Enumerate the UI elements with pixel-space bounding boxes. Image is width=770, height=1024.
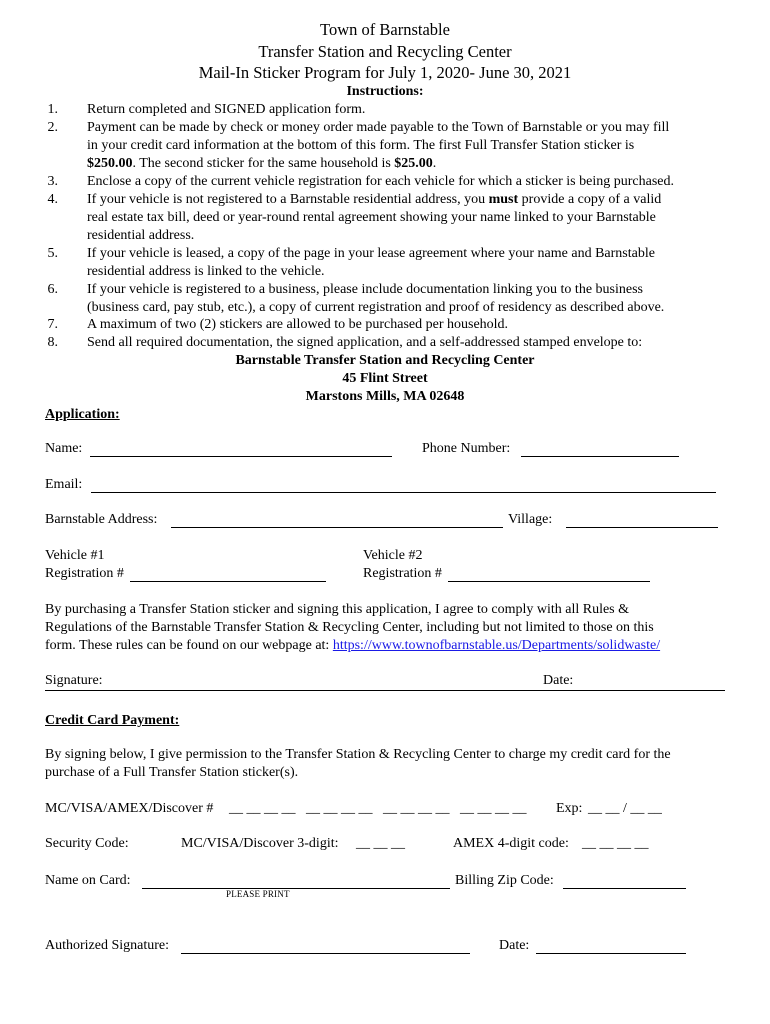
agreement-text: Regulations of the Barnstable Transfer Station & Recycling Center, including but not limited to those on this — [45, 620, 654, 635]
center-title: Transfer Station and Recycling Center — [258, 42, 512, 61]
card-number-field[interactable]: __ __ __ __ __ __ __ __ __ __ __ __ __ __ __ __ — [229, 801, 527, 816]
instruction-number: 1. — [47, 102, 58, 117]
name-field[interactable] — [90, 456, 392, 457]
security-code-label: Security Code: — [45, 836, 129, 851]
instructions-heading: Instructions: — [346, 84, 424, 99]
mailing-address-line: Marstons Mills, MA 02648 — [305, 389, 465, 404]
permission-text: By signing below, I give permission to the Transfer Station & Recycling Center to charge my credit card for the — [45, 747, 671, 762]
three-digit-field[interactable]: __ __ __ — [356, 836, 405, 851]
instruction-text: If your vehicle is registered to a business, please include documentation linking you to the business — [87, 282, 643, 297]
application-heading: Application: — [45, 407, 120, 422]
registration-1-label: Registration # — [45, 566, 124, 581]
permission-text: purchase of a Full Transfer Station sticker(s). — [45, 765, 299, 780]
instruction-number: 6. — [47, 282, 58, 297]
town-title: Town of Barnstable — [320, 20, 450, 39]
solid-waste-webpage-link[interactable]: https://www.townofbarnstable.us/Departments/solidwaste/ — [332, 638, 661, 653]
village-field[interactable] — [566, 527, 718, 528]
instruction-text: Send all required documentation, the signed application, and a self-addressed stamped envelope to: — [87, 335, 643, 350]
instruction-number: 3. — [47, 174, 58, 189]
billing-zip-field[interactable] — [563, 888, 686, 889]
village-label: Village: — [508, 512, 553, 527]
instruction-text: If your vehicle is not registered to a Barnstable residential address, you must provide a copy of a valid — [87, 192, 662, 207]
registration-2-label: Registration # — [363, 566, 442, 581]
instruction-text: If your vehicle is leased, a copy of the page in your lease agreement where your name and Barnstable — [87, 246, 655, 261]
agreement-text: form. These rules can be found on our webpage at: https://www.townofbarnstable.us/Departments/solidwaste/ — [45, 638, 661, 653]
signature-line[interactable] — [45, 690, 725, 691]
instruction-text: real estate tax bill, deed or year-round rental agreement showing your name linked to your Barnstable — [87, 210, 656, 225]
please-print-note: PLEASE PRINT — [226, 889, 290, 899]
authorized-signature-label: Authorized Signature: — [45, 938, 170, 953]
authorized-date-field[interactable] — [536, 953, 686, 954]
billing-zip-label: Billing Zip Code: — [455, 873, 554, 888]
four-digit-label: AMEX 4-digit code: — [453, 836, 569, 851]
exp-label: Exp: — [556, 801, 583, 816]
instruction-number: 7. — [47, 317, 58, 332]
email-label: Email: — [45, 477, 83, 492]
registration-2-field[interactable] — [448, 581, 650, 582]
mailing-address-line: 45 Flint Street — [342, 371, 428, 386]
instruction-text: Return completed and SIGNED application form. — [87, 102, 366, 117]
vehicle-2-label: Vehicle #2 — [363, 548, 423, 563]
mailing-address-line: Barnstable Transfer Station and Recycling Center — [235, 353, 535, 368]
program-title: Mail-In Sticker Program for July 1, 2020- June 30, 2021 — [198, 63, 572, 82]
three-digit-label: MC/VISA/Discover 3-digit: — [181, 836, 339, 851]
vehicle-1-label: Vehicle #1 — [45, 548, 105, 563]
phone-field[interactable] — [521, 456, 679, 457]
email-field[interactable] — [91, 492, 716, 493]
signature-date-label: Date: — [543, 673, 574, 688]
instruction-number: 4. — [47, 192, 58, 207]
barnstable-address-field[interactable] — [171, 527, 503, 528]
instruction-text: in your credit card information at the bottom of this form. The first Full Transfer Station sticker is — [87, 138, 635, 153]
instruction-text: Enclose a copy of the current vehicle registration for each vehicle for which a sticker is being purchased. — [87, 174, 674, 189]
instruction-number: 2. — [47, 120, 58, 135]
exp-field[interactable]: __ __ / __ __ — [588, 801, 662, 816]
registration-1-field[interactable] — [130, 581, 326, 582]
authorized-signature-field[interactable] — [181, 953, 470, 954]
instruction-text: $250.00. The second sticker for the same household is $25.00. — [87, 156, 437, 171]
instruction-text: A maximum of two (2) stickers are allowed to be purchased per household. — [87, 317, 509, 332]
instruction-number: 5. — [47, 246, 58, 261]
instruction-text: Payment can be made by check or money order made payable to the Town of Barnstable or you may fill — [87, 120, 670, 135]
card-number-label: MC/VISA/AMEX/Discover # — [45, 801, 214, 816]
instruction-text: residential address. — [87, 228, 195, 243]
instruction-number: 8. — [47, 335, 58, 350]
name-label: Name: — [45, 441, 83, 456]
instruction-text: (business card, pay stub, etc.), a copy of current registration and proof of residency as described above. — [87, 300, 665, 315]
four-digit-field[interactable]: __ __ __ __ — [582, 836, 649, 851]
name-on-card-label: Name on Card: — [45, 873, 131, 888]
first-sticker-price: $250.00 — [87, 156, 133, 171]
name-on-card-field[interactable] — [142, 888, 450, 889]
second-sticker-price: $25.00 — [394, 156, 433, 171]
signature-label: Signature: — [45, 673, 103, 688]
instruction-text: residential address is linked to the vehicle. — [87, 264, 325, 279]
authorized-date-label: Date: — [499, 938, 530, 953]
barnstable-address-label: Barnstable Address: — [45, 512, 158, 527]
phone-label: Phone Number: — [422, 441, 511, 456]
agreement-text: By purchasing a Transfer Station sticker and signing this application, I agree to comply with all Rules & — [45, 602, 630, 617]
credit-card-heading: Credit Card Payment: — [45, 713, 180, 728]
